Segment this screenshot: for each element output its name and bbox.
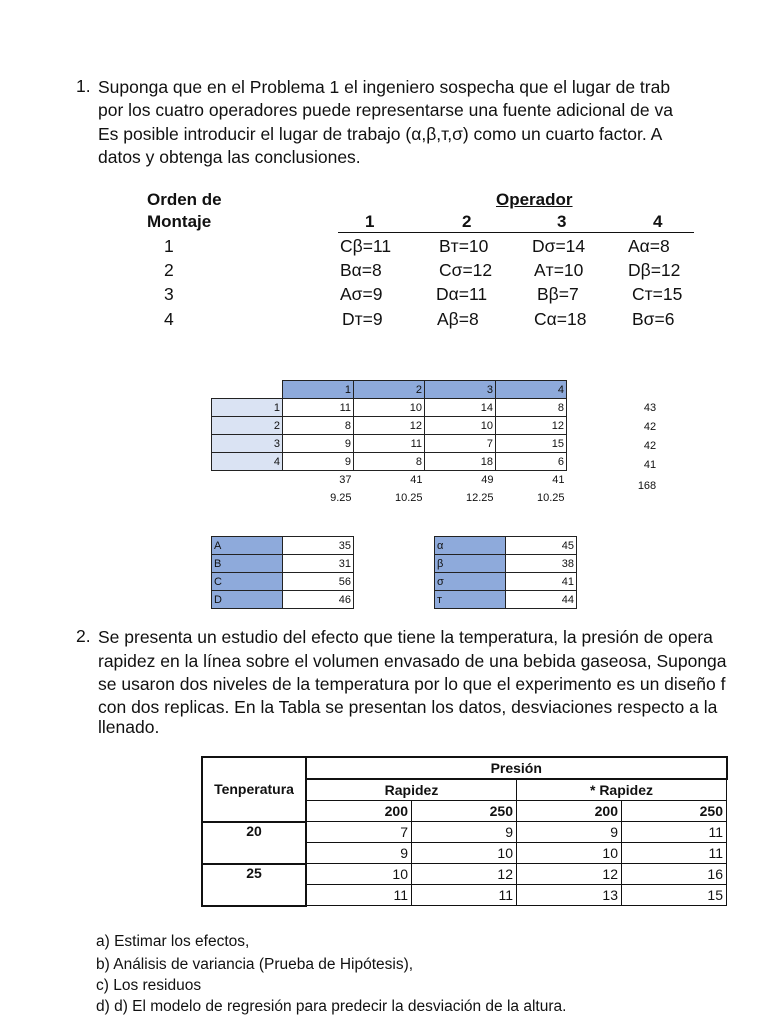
row-total: 42 xyxy=(643,440,657,452)
level-header: 250 xyxy=(412,801,517,822)
cell: Aт=10 xyxy=(534,260,584,280)
cell: Bα=8 xyxy=(340,260,382,280)
problem2-line-3: se usaron dos niveles de la temperatura por lo que el experimento es un diseño f xyxy=(98,674,726,694)
grid-cell: 18 xyxy=(425,453,496,471)
grid-row-header: 3 xyxy=(212,435,283,453)
grid-cell: 8 xyxy=(354,453,425,471)
row-total: 43 xyxy=(643,402,657,414)
speed-header: Rapidez xyxy=(306,779,517,801)
letter-label: C xyxy=(212,573,283,591)
grid-cell: 9 xyxy=(283,453,354,471)
cell: Dσ=14 xyxy=(532,236,586,256)
temp-25: 25 xyxy=(202,864,306,906)
task-d: d) d) El modelo de regresión para predecir la desviación de la altura. xyxy=(96,998,567,1015)
grid-cell: 12 xyxy=(496,417,567,435)
operator-underline xyxy=(338,232,694,233)
pressure-cell: 11 xyxy=(622,822,727,843)
operator-col-1: 1 xyxy=(365,212,375,231)
greek-label: σ xyxy=(435,573,506,591)
cell: Aβ=8 xyxy=(437,309,479,329)
pressure-cell: 12 xyxy=(517,864,622,885)
order-1: 1 xyxy=(164,236,174,256)
cell: Dт=9 xyxy=(342,309,383,329)
problem1-line-2: por los cuatro operadores puede representarse una fuente adicional de va xyxy=(98,100,673,120)
order-3: 3 xyxy=(164,284,174,304)
level-header: 200 xyxy=(306,801,412,822)
greek-total: 45 xyxy=(506,537,577,555)
temp-20: 20 xyxy=(202,822,306,864)
greek-label: β xyxy=(435,555,506,573)
problem1-line-1: Suponga que en el Problema 1 el ingeniero sospecha que el lugar de trab xyxy=(98,77,671,97)
greek-label: т xyxy=(435,591,506,609)
pressure-cell: 12 xyxy=(412,864,517,885)
grid-col-header: 2 xyxy=(354,381,425,399)
pressure-cell: 9 xyxy=(517,822,622,843)
grid-cell: 11 xyxy=(354,435,425,453)
cell: Cт=15 xyxy=(632,284,683,304)
pressure-cell: 7 xyxy=(306,822,412,843)
pressure-cell: 16 xyxy=(622,864,727,885)
operator-header: Operador xyxy=(496,190,573,209)
cell: Cβ=11 xyxy=(340,236,392,256)
grid-cell: 14 xyxy=(425,399,496,417)
letter-label: A xyxy=(212,537,283,555)
greek-total: 44 xyxy=(506,591,577,609)
operator-col-2: 2 xyxy=(462,212,472,231)
grid-col-header: 1 xyxy=(283,381,354,399)
problem2-number: 2. xyxy=(76,626,91,646)
pressure-table xyxy=(201,756,728,907)
cell: Aσ=9 xyxy=(340,284,383,304)
pressure-cell: 10 xyxy=(517,843,622,864)
grid-row-header: 2 xyxy=(212,417,283,435)
excel-data-grid xyxy=(211,380,567,507)
grid-cell: 9 xyxy=(283,435,354,453)
grid-cell: 8 xyxy=(496,399,567,417)
greek-total: 38 xyxy=(506,555,577,573)
order-2: 2 xyxy=(164,260,174,280)
cell: Bβ=7 xyxy=(537,284,579,304)
grid-cell: 15 xyxy=(496,435,567,453)
operator-col-3: 3 xyxy=(557,212,567,231)
grid-cell: 11 xyxy=(283,399,354,417)
row-total: 42 xyxy=(643,421,657,433)
temperature-header: Tenperatura xyxy=(202,757,306,822)
row-total: 41 xyxy=(643,459,657,471)
grid-cell: 10 xyxy=(425,417,496,435)
letter-total: 56 xyxy=(283,573,354,591)
grid-cell: 12 xyxy=(354,417,425,435)
letter-label: D xyxy=(212,591,283,609)
grand-total: 168 xyxy=(637,480,657,492)
grid-row-header: 4 xyxy=(212,453,283,471)
order-4: 4 xyxy=(164,309,174,329)
latin-letter-totals xyxy=(211,536,354,609)
cell: Cσ=12 xyxy=(439,260,493,280)
pressure-header: Presión xyxy=(306,757,727,779)
pressure-cell: 11 xyxy=(306,885,412,906)
col-total: 49 xyxy=(481,473,494,486)
col-mean: 10.25 xyxy=(536,491,565,504)
cell: Dα=11 xyxy=(436,284,488,304)
cell: Bт=10 xyxy=(439,236,489,256)
pressure-cell: 15 xyxy=(622,885,727,906)
col-mean: 10.25 xyxy=(394,491,423,504)
problem2-line-2: rapidez en la línea sobre el volumen envasado de una bebida gaseosa, Suponga xyxy=(98,651,727,671)
col-mean: 12.25 xyxy=(465,491,494,504)
col-total: 41 xyxy=(410,473,423,486)
col-total: 41 xyxy=(552,473,565,486)
problem2-line-4: con dos replicas. En la Tabla se presentan los datos, desviaciones respecto a la xyxy=(98,697,718,717)
cell: Dβ=12 xyxy=(628,260,681,280)
grid-col-header: 4 xyxy=(496,381,567,399)
operator-col-4: 4 xyxy=(653,212,663,231)
problem2-line-1: Se presenta un estudio del efecto que tiene la temperatura, la presión de opera xyxy=(98,627,713,647)
problem1-number: 1. xyxy=(76,76,91,96)
cell: Bσ=6 xyxy=(632,309,675,329)
grid-cell: 6 xyxy=(496,453,567,471)
greek-label: α xyxy=(435,537,506,555)
grid-col-header: 3 xyxy=(425,381,496,399)
task-a: a) Estimar los efectos, xyxy=(96,933,250,950)
cell: Cα=18 xyxy=(534,309,587,329)
grid-cell: 7 xyxy=(425,435,496,453)
pressure-cell: 11 xyxy=(622,843,727,864)
problem2-line-5: llenado. xyxy=(98,717,160,737)
pressure-cell: 9 xyxy=(306,843,412,864)
problem1-line-4: datos y obtenga las conclusiones. xyxy=(98,147,361,167)
grid-row-header: 1 xyxy=(212,399,283,417)
pressure-cell: 9 xyxy=(412,822,517,843)
row-header-line2: Montaje xyxy=(147,212,212,231)
col-mean: 9.25 xyxy=(330,491,352,504)
speed-star-header: * Rapidez xyxy=(517,779,727,801)
col-total: 37 xyxy=(339,473,352,486)
problem1-line-3: Es posible introducir el lugar de trabajo (α,β,т,σ) como un cuarto factor. A xyxy=(98,124,663,144)
letter-total: 46 xyxy=(283,591,354,609)
letter-total: 31 xyxy=(283,555,354,573)
level-header: 250 xyxy=(622,801,727,822)
cell: Aα=8 xyxy=(628,236,670,256)
task-b: b) Análisis de variancia (Prueba de Hipótesis), xyxy=(96,956,414,973)
greek-letter-totals xyxy=(434,536,577,609)
grid-cell: 8 xyxy=(283,417,354,435)
level-header: 200 xyxy=(517,801,622,822)
pressure-cell: 10 xyxy=(412,843,517,864)
pressure-cell: 11 xyxy=(412,885,517,906)
pressure-cell: 10 xyxy=(306,864,412,885)
letter-total: 35 xyxy=(283,537,354,555)
row-header-line1: Orden de xyxy=(147,190,222,209)
grid-cell: 10 xyxy=(354,399,425,417)
letter-label: B xyxy=(212,555,283,573)
task-c: c) Los residuos xyxy=(96,977,202,994)
greek-total: 41 xyxy=(506,573,577,591)
pressure-cell: 13 xyxy=(517,885,622,906)
